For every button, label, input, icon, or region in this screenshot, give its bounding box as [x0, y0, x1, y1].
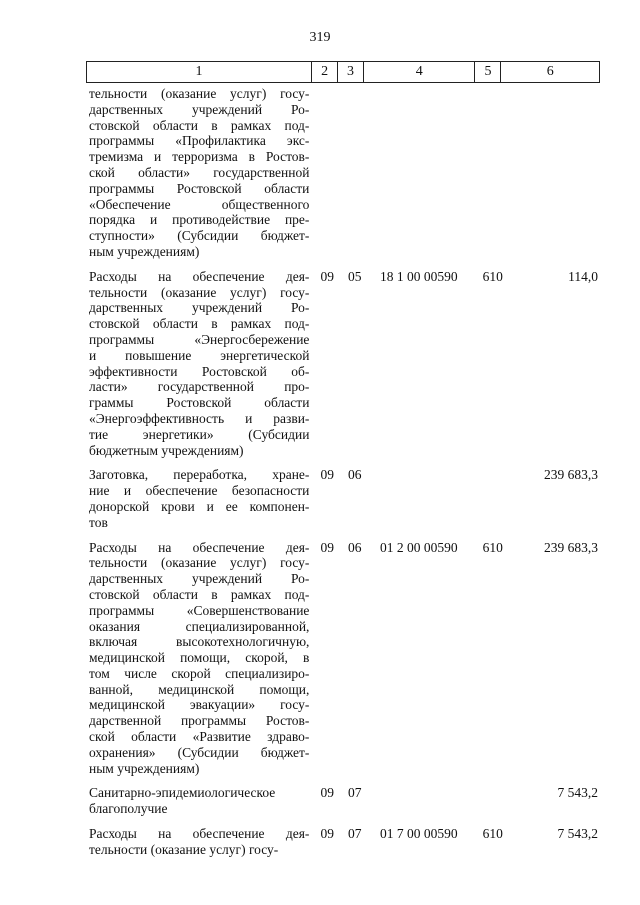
description-line: стовской области в рамках под- [89, 586, 310, 602]
description-line: тельности (оказание услуг) госу- [89, 841, 279, 857]
row-target-code: 18 1 00 00590 [379, 268, 458, 284]
description-line: «Энергоэффективность и разви- [89, 410, 310, 426]
row-subsection-code: 06 [348, 539, 362, 555]
row-expense-type [480, 86, 506, 260]
description-line: благополучие [89, 801, 168, 817]
row-target-code: 01 2 00 00590 [379, 539, 458, 555]
row-description [89, 86, 309, 260]
row-amount: 114,0 [568, 268, 598, 284]
description-line: ванной, медицинской помощи, [89, 681, 310, 697]
row-description [89, 785, 309, 817]
row-description [89, 826, 309, 858]
description-line: охранения» (Субсидии бюджет- [89, 744, 310, 760]
description-line: программы «Профилактика экс- [89, 133, 310, 149]
description-line: тельности (оказание услуг) госу- [89, 555, 310, 571]
description-line: бюджетным учреждениям) [89, 442, 244, 458]
row-subsection-code: 07 [348, 826, 362, 842]
description-line: дарственных учреждений Ро- [89, 571, 310, 587]
row-amount: 7 543,2 [557, 826, 598, 842]
description-line: донорской крови и ее компонен- [89, 498, 310, 514]
row-target-code [368, 467, 470, 530]
table-body [86, 86, 600, 858]
description-line: Заготовка, переработка, хране- [89, 467, 310, 483]
description-line: Расходы на обеспечение дея- [89, 268, 310, 284]
table-row [86, 467, 600, 530]
header-col-5: 5 [475, 62, 501, 82]
header-col-2: 2 [312, 62, 338, 82]
description-line: граммы Ростовской области [89, 395, 310, 411]
description-line: тремизма и терроризма в Ростов- [89, 149, 310, 165]
row-description [89, 540, 309, 777]
table-row [86, 269, 600, 459]
description-line: медицинской эвакуации» госу- [89, 697, 310, 713]
row-expense-type: 610 [482, 539, 503, 555]
row-expense-type: 610 [482, 268, 503, 284]
row-target-code: 01 7 00 00590 [379, 826, 458, 842]
description-line: ласти» государственной про- [89, 379, 310, 395]
description-line: оказания специализированной, [89, 618, 310, 634]
table-row [86, 86, 600, 260]
row-amount: 239 683,3 [544, 539, 598, 555]
description-line: программы Ростовской области [89, 180, 310, 196]
table-row [86, 785, 600, 817]
description-line: ской области» государственной [89, 164, 310, 180]
row-section-code: 09 [320, 539, 334, 555]
description-line: программы «Совершенствование [89, 602, 310, 618]
row-subsection-code [342, 86, 368, 260]
description-line: дарственных учреждений Ро- [89, 300, 310, 316]
description-line: Расходы на обеспечение дея- [89, 539, 310, 555]
row-amount: 7 543,2 [557, 785, 598, 801]
description-line: ным учреждениям) [89, 243, 200, 259]
description-line: стовской области в рамках под- [89, 117, 310, 133]
row-section-code: 09 [320, 268, 334, 284]
header-col-3: 3 [338, 62, 364, 82]
table-row [86, 826, 600, 858]
row-description [89, 269, 309, 459]
row-subsection-code: 06 [348, 467, 362, 483]
description-line: Санитарно-эпидемиологическое [89, 785, 276, 801]
description-line: тельности (оказание услуг) госу- [89, 284, 310, 300]
description-line: эффективности Ростовской об- [89, 363, 310, 379]
description-line: ской области «Развитие здраво- [89, 729, 310, 745]
description-line: и повышение энергетической [89, 347, 310, 363]
description-line: стовской области в рамках под- [89, 316, 310, 332]
page-number: 319 [309, 30, 331, 45]
header-col-4: 4 [364, 62, 476, 82]
row-amount [506, 86, 601, 260]
description-line: Расходы на обеспечение дея- [89, 826, 310, 842]
description-line: ным учреждениям) [89, 760, 200, 776]
row-section-code: 09 [320, 826, 334, 842]
description-line: порядка и противодействие пре- [89, 212, 310, 228]
row-expense-type [480, 467, 506, 530]
row-subsection-code: 07 [348, 785, 362, 801]
row-amount: 239 683,3 [544, 467, 598, 483]
row-subsection-code: 05 [348, 268, 362, 284]
row-target-code [368, 86, 470, 260]
header-col-1: 1 [87, 62, 312, 82]
description-line: «Обеспечение общественного [89, 196, 310, 212]
row-description [89, 467, 309, 530]
table-row [86, 540, 600, 777]
description-line: дарственных учреждений Ро- [89, 101, 310, 117]
row-target-code [368, 785, 470, 817]
description-line: ние и обеспечение безопасности [89, 483, 310, 499]
description-line: медицинской помощи, скорой, в [89, 650, 310, 666]
header-col-6: 6 [546, 64, 554, 79]
description-line: программы «Энергосбережение [89, 331, 310, 347]
description-line: тие энергетики» (Субсидии [89, 426, 310, 442]
description-line: включая высокотехнологичную, [89, 634, 310, 650]
row-section-code [314, 86, 340, 260]
description-line: тельности (оказание услуг) госу- [89, 86, 310, 101]
description-line: дарственной программы Ростов- [89, 713, 310, 729]
description-line: тов [89, 514, 108, 530]
table-header [86, 61, 600, 83]
row-expense-type [480, 785, 506, 817]
row-section-code: 09 [320, 785, 334, 801]
description-line: ступности» (Субсидии бюджет- [89, 228, 310, 244]
description-line: том числе скорой специализиро- [89, 665, 310, 681]
row-expense-type: 610 [482, 826, 503, 842]
row-section-code: 09 [320, 467, 334, 483]
